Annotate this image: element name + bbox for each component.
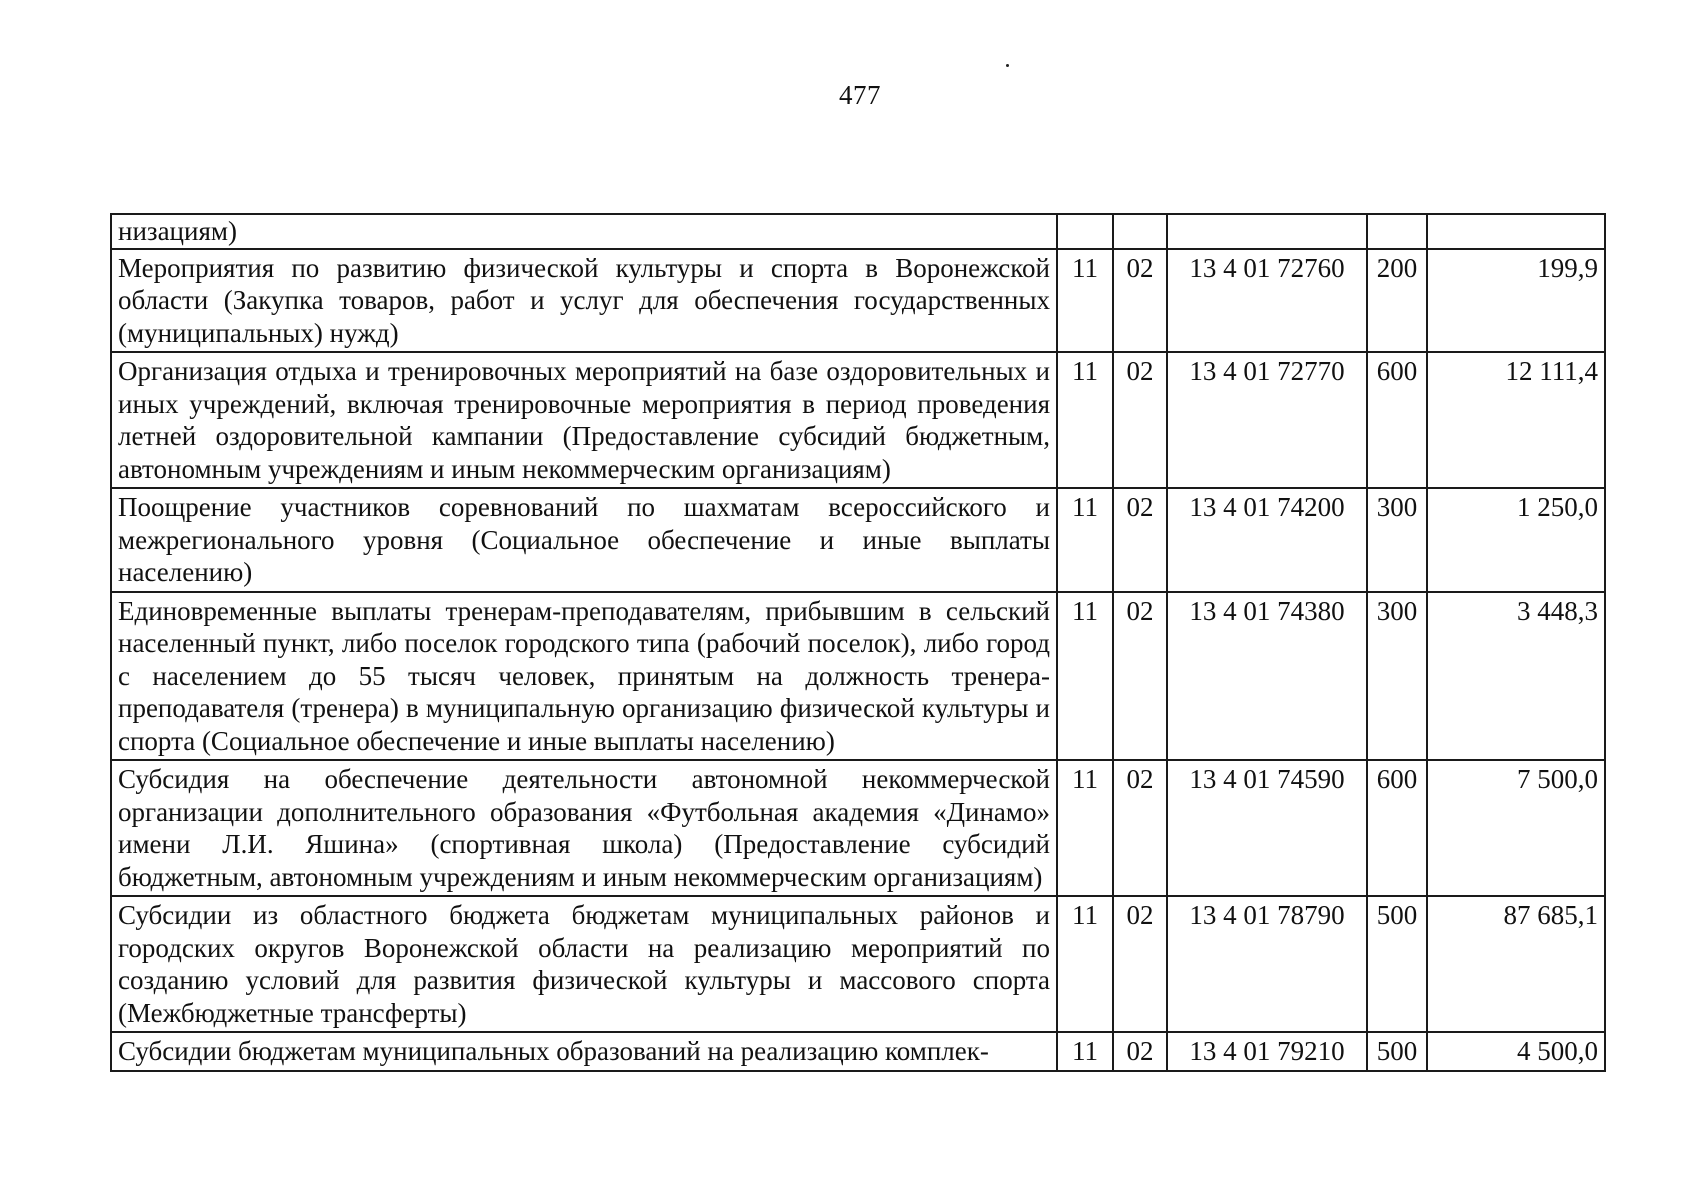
page-number: 477 — [839, 80, 881, 110]
row-section: 11 — [1057, 1032, 1113, 1071]
row-amount: 12 111,4 — [1427, 352, 1605, 488]
row-subsection — [1113, 214, 1167, 249]
row-section: 11 — [1057, 249, 1113, 353]
row-target-article — [1167, 214, 1367, 249]
table-row — [111, 896, 1605, 1032]
row-description: Мероприятия по развитию физической культуры и спорта в Воронежской области (Закупка товаров, работ и услуг для обеспечения государственных (муниципальных) нужд) — [111, 249, 1057, 353]
row-section: 11 — [1057, 760, 1113, 896]
table-row — [111, 1032, 1605, 1071]
row-expense-type: 500 — [1367, 896, 1427, 1032]
row-target-article: 13 4 01 79210 — [1167, 1032, 1367, 1071]
row-description: Субсидии бюджетам муниципальных образований на реализацию комплек- — [111, 1032, 1057, 1071]
row-target-article: 13 4 01 74380 — [1167, 592, 1367, 761]
scan-speck — [1006, 64, 1009, 67]
row-section: 11 — [1057, 352, 1113, 488]
row-section: 11 — [1057, 488, 1113, 592]
row-amount: 3 448,3 — [1427, 592, 1605, 761]
row-section — [1057, 214, 1113, 249]
row-target-article: 13 4 01 72760 — [1167, 249, 1367, 353]
row-amount: 7 500,0 — [1427, 760, 1605, 896]
row-expense-type: 600 — [1367, 760, 1427, 896]
row-description: Субсидия на обеспечение деятельности автономной некоммерческой организации дополнительного образования «Футбольная академия «Динамо» имени Л.И. Яшина» (спортивная школа) (Предоставление субсидий бюджетным, автономным учреждениям и иным некоммерческим организациям) — [111, 760, 1057, 896]
row-description: Поощрение участников соревнований по шахматам всероссийского и межрегионального уровня (Социальное обеспечение и иные выплаты населению) — [111, 488, 1057, 592]
table-row — [111, 488, 1605, 592]
row-section: 11 — [1057, 592, 1113, 761]
row-expense-type: 300 — [1367, 592, 1427, 761]
row-subsection: 02 — [1113, 352, 1167, 488]
row-amount: 1 250,0 — [1427, 488, 1605, 592]
budget-table — [110, 213, 1606, 1072]
row-description: Субсидии из областного бюджета бюджетам муниципальных районов и городских округов Воронежской области на реализацию мероприятий по созданию условий для развития физической культуры и массового спорта (Межбюджетные трансферты) — [111, 896, 1057, 1032]
row-target-article: 13 4 01 74590 — [1167, 760, 1367, 896]
row-amount — [1427, 214, 1605, 249]
row-description: Организация отдыха и тренировочных мероприятий на базе оздоровительных и иных учреждений, включая тренировочные мероприятия в период проведения летней оздоровительной кампании (Предоставление субсидий бюджетным, автономным учреждениям и иным некоммерческим организациям) — [111, 352, 1057, 488]
row-subsection: 02 — [1113, 488, 1167, 592]
row-expense-type: 500 — [1367, 1032, 1427, 1071]
row-expense-type: 200 — [1367, 249, 1427, 353]
row-target-article: 13 4 01 74200 — [1167, 488, 1367, 592]
table-row — [111, 214, 1605, 249]
row-subsection: 02 — [1113, 1032, 1167, 1071]
row-target-article: 13 4 01 78790 — [1167, 896, 1367, 1032]
row-subsection: 02 — [1113, 249, 1167, 353]
table-row — [111, 352, 1605, 488]
row-subsection: 02 — [1113, 760, 1167, 896]
row-amount: 199,9 — [1427, 249, 1605, 353]
table-row — [111, 760, 1605, 896]
row-amount: 4 500,0 — [1427, 1032, 1605, 1071]
row-target-article: 13 4 01 72770 — [1167, 352, 1367, 488]
table-row — [111, 249, 1605, 353]
row-subsection: 02 — [1113, 592, 1167, 761]
row-description: низациям) — [111, 214, 1057, 249]
row-amount: 87 685,1 — [1427, 896, 1605, 1032]
row-expense-type: 300 — [1367, 488, 1427, 592]
row-section: 11 — [1057, 896, 1113, 1032]
row-description: Единовременные выплаты тренерам-преподавателям, прибывшим в сельский населенный пункт, либо поселок городского типа (рабочий поселок), либо город с населением до 55 тысяч человек, принятым на должность тренера-преподавателя (тренера) в муниципальную организацию физической культуры и спорта (Социальное обеспечение и иные выплаты населению) — [111, 592, 1057, 761]
row-expense-type — [1367, 214, 1427, 249]
table-row — [111, 592, 1605, 761]
row-expense-type: 600 — [1367, 352, 1427, 488]
row-subsection: 02 — [1113, 896, 1167, 1032]
